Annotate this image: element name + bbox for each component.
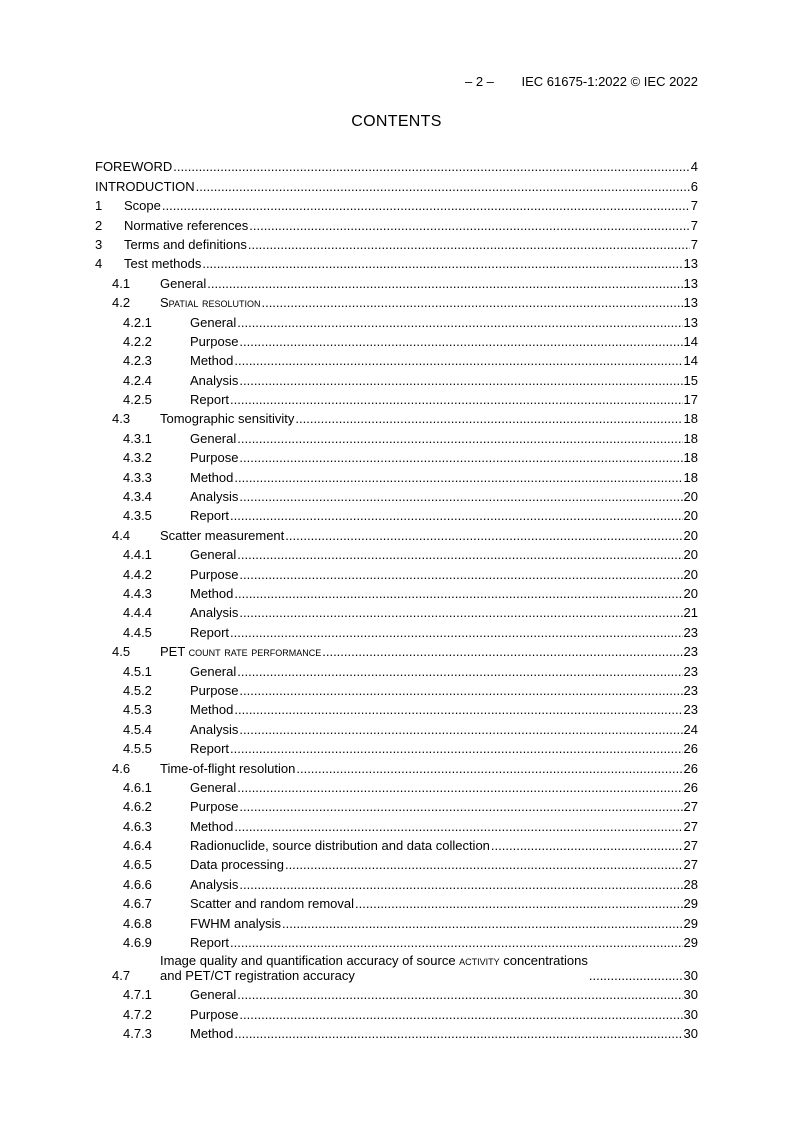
toc-entry[interactable] xyxy=(95,681,698,700)
toc-entry-line xyxy=(190,819,698,834)
dot-leader xyxy=(355,896,683,911)
toc-entry-number: 4.4.5 xyxy=(123,624,152,640)
toc-entry-number: 4 xyxy=(95,256,103,272)
toc-entry-title[interactable]: Purpose xyxy=(190,1006,239,1022)
toc-entry-line xyxy=(124,256,698,271)
dot-leader xyxy=(173,159,689,174)
toc-entry-number: 4.6.1 xyxy=(123,779,152,795)
toc-entry-page-number: 23 xyxy=(683,702,698,718)
dot-leader xyxy=(234,1026,682,1041)
toc-entry-line xyxy=(190,741,698,756)
toc-entry[interactable] xyxy=(95,351,698,370)
toc-entry-number: 4.5.2 xyxy=(123,682,152,698)
toc-entry-line xyxy=(190,431,698,446)
dot-leader xyxy=(261,295,682,310)
toc-entry[interactable] xyxy=(95,894,698,913)
toc-entry[interactable] xyxy=(95,409,698,428)
toc-entry-page-number: 14 xyxy=(683,353,698,369)
toc-entry-page-number: 20 xyxy=(683,527,698,543)
toc-entry-number: 4.5 xyxy=(112,644,131,660)
toc-entry-page-number: 13 xyxy=(683,295,698,311)
toc-entry-number: 4.5.1 xyxy=(123,663,152,679)
toc-entry-line xyxy=(190,987,698,1002)
toc-entry-line xyxy=(124,218,698,233)
dot-leader xyxy=(234,819,682,834)
toc-entry[interactable] xyxy=(95,487,698,506)
toc-entry-title[interactable]: General xyxy=(190,547,237,563)
toc-entry-line xyxy=(190,547,698,562)
toc-entry-number: 4.2.3 xyxy=(123,353,152,369)
toc-entry[interactable] xyxy=(95,390,698,409)
toc-entry[interactable] xyxy=(95,293,698,312)
toc-entry-title[interactable]: Purpose xyxy=(190,333,239,349)
toc-entry-title[interactable]: Purpose xyxy=(190,799,239,815)
toc-entry-line xyxy=(190,838,698,853)
toc-entry-page-number: 30 xyxy=(683,987,698,1003)
dot-leader xyxy=(239,1007,682,1022)
dot-leader xyxy=(285,528,682,543)
dot-leader xyxy=(234,586,682,601)
toc-entry-page-number: 7 xyxy=(690,236,698,252)
toc-entry-page-number: 13 xyxy=(683,314,698,330)
toc-entry-number: 4.2.5 xyxy=(123,392,152,408)
toc-entry-number: 4.4.1 xyxy=(123,547,152,563)
toc-entry-page-number: 20 xyxy=(683,585,698,601)
dot-leader xyxy=(239,489,682,504)
dot-leader xyxy=(230,935,683,950)
toc-entry-line xyxy=(190,315,698,330)
toc-entry[interactable] xyxy=(95,1024,698,1043)
toc-entry-title[interactable]: Method xyxy=(190,1026,234,1042)
toc-entry-page-number: 20 xyxy=(683,508,698,524)
toc-entry-page-number: 26 xyxy=(683,779,698,795)
toc-entry-page-number: 7 xyxy=(690,217,698,233)
dot-leader xyxy=(282,916,683,931)
toc-entry-title[interactable]: Report xyxy=(190,741,230,757)
toc-entry-line xyxy=(190,877,698,892)
toc-entry[interactable] xyxy=(95,603,698,622)
dot-leader xyxy=(230,392,683,407)
toc-entry-title[interactable]: Normative references xyxy=(124,217,249,233)
toc-entry[interactable] xyxy=(95,448,698,467)
toc-entry[interactable] xyxy=(95,1004,698,1023)
toc-entry-number: 4.2 xyxy=(112,295,131,311)
dot-leader xyxy=(237,431,682,446)
toc-entry[interactable] xyxy=(95,196,698,215)
dot-leader xyxy=(285,857,683,872)
toc-entry-title[interactable]: Scope xyxy=(124,198,161,214)
toc-entry-title[interactable]: Data processing xyxy=(190,857,284,873)
dot-leader xyxy=(296,761,682,776)
toc-entry-page-number: 20 xyxy=(683,489,698,505)
toc-entry-number: 4.2.2 xyxy=(123,333,152,349)
toc-entry-line xyxy=(95,159,698,174)
toc-entry-number: 4.6.7 xyxy=(123,896,152,912)
toc-entry-title[interactable]: PET count rate performance xyxy=(160,644,322,660)
dot-leader xyxy=(491,838,683,853)
toc-entry-page-number: 29 xyxy=(683,915,698,931)
toc-entry-page-number: 26 xyxy=(683,760,698,776)
toc-entry-number: 1 xyxy=(95,198,103,214)
dot-leader xyxy=(239,334,682,349)
dot-leader xyxy=(239,450,682,465)
toc-entry-title[interactable]: Purpose xyxy=(190,566,239,582)
dot-leader xyxy=(239,567,682,582)
dot-leader xyxy=(237,780,682,795)
dot-leader xyxy=(207,276,682,291)
toc-entry[interactable] xyxy=(95,176,698,195)
toc-entry-number: 4.6.8 xyxy=(123,915,152,931)
toc-entry-number: 4.3.1 xyxy=(123,430,152,446)
toc-entry-number: 2 xyxy=(95,217,103,233)
toc-entry-title[interactable]: Terms and definitions xyxy=(124,236,247,252)
toc-entry-title[interactable]: Method xyxy=(190,469,234,485)
toc-entry-number: 4.3.2 xyxy=(123,450,152,466)
dot-leader xyxy=(237,664,682,679)
toc-entry-title[interactable]: Method xyxy=(190,818,234,834)
toc-entry-page-number: 14 xyxy=(683,333,698,349)
dot-leader xyxy=(234,702,682,717)
toc-entry-line xyxy=(124,198,698,213)
toc-entry-page-number: 23 xyxy=(683,663,698,679)
contents-title: CONTENTS xyxy=(351,113,442,130)
toc-entry-line xyxy=(190,1026,698,1041)
toc-entry-page-number: 27 xyxy=(683,838,698,854)
toc-entry-title[interactable]: General xyxy=(190,779,237,795)
toc-entry-line xyxy=(190,1007,698,1022)
page-number: – 2 – xyxy=(465,74,494,89)
toc-entry-page-number: 26 xyxy=(683,741,698,757)
toc-entry-line xyxy=(190,625,698,640)
dot-leader xyxy=(239,799,682,814)
toc-entry-title[interactable]: INTRODUCTION xyxy=(95,178,195,194)
toc-entry-page-number: 23 xyxy=(683,682,698,698)
toc-entry-number: 3 xyxy=(95,236,103,252)
dot-leader xyxy=(248,237,690,252)
toc-entry-title[interactable]: Report xyxy=(190,935,230,951)
toc-entry-title[interactable]: Analysis xyxy=(190,605,239,621)
toc-entry[interactable] xyxy=(95,370,698,389)
toc-entry-page-number: 27 xyxy=(683,857,698,873)
toc-entry-line xyxy=(190,450,698,465)
toc-entry-page-number: 20 xyxy=(683,566,698,582)
toc-entry-line xyxy=(190,857,698,872)
toc-entry-title[interactable]: Image quality and quantification accuracy of source activity concentrations and PET/CT registration accuracy xyxy=(160,953,588,984)
toc-entry[interactable] xyxy=(95,545,698,564)
toc-entry-page-number: 20 xyxy=(683,547,698,563)
toc-entry-number: 4.6.2 xyxy=(123,799,152,815)
dot-leader xyxy=(249,218,689,233)
toc-entry[interactable] xyxy=(95,816,698,835)
toc-entry-page-number: 29 xyxy=(683,896,698,912)
toc-entry-number: 4.2.1 xyxy=(123,314,152,330)
toc-entry-page-number: 28 xyxy=(683,876,698,892)
dot-leader xyxy=(589,968,683,983)
toc-entry-number: 4.3.3 xyxy=(123,469,152,485)
toc-entry-line xyxy=(190,508,698,523)
toc-entry-page-number: 23 xyxy=(683,644,698,660)
toc-entry-number: 4.2.4 xyxy=(123,372,152,388)
toc-entry[interactable] xyxy=(95,215,698,234)
toc-entry-page-number: 15 xyxy=(683,372,698,388)
toc-entry-line xyxy=(190,392,698,407)
toc-entry-page-number: 23 xyxy=(683,624,698,640)
toc-entry-number: 4.4.2 xyxy=(123,566,152,582)
toc-entry[interactable] xyxy=(95,700,698,719)
toc-entry-title[interactable]: FOREWORD xyxy=(95,159,173,175)
toc-entry-number: 4.1 xyxy=(112,275,131,291)
toc-entry-number: 4.6.4 xyxy=(123,838,152,854)
toc-entry-title[interactable]: Method xyxy=(190,702,234,718)
toc-entry-title[interactable]: Purpose xyxy=(190,450,239,466)
toc-entry-line xyxy=(190,567,698,582)
toc-entry-page-number: 18 xyxy=(683,430,698,446)
toc-entry-line xyxy=(190,334,698,349)
table-of-contents xyxy=(95,157,698,1043)
toc-entry-page-number: 29 xyxy=(683,935,698,951)
toc-entry[interactable] xyxy=(95,312,698,331)
toc-entry-page-number: 27 xyxy=(683,799,698,815)
toc-entry-line xyxy=(190,664,698,679)
toc-entry[interactable] xyxy=(95,933,698,952)
toc-entry[interactable] xyxy=(95,332,698,351)
toc-entry[interactable] xyxy=(95,797,698,816)
toc-entry-page-number: 30 xyxy=(683,968,698,984)
toc-entry-page-number: 4 xyxy=(690,159,698,175)
dot-leader xyxy=(234,470,682,485)
toc-entry-line xyxy=(190,799,698,814)
dot-leader xyxy=(230,508,683,523)
toc-entry-line xyxy=(190,605,698,620)
toc-entry-number: 4.6 xyxy=(112,760,131,776)
dot-leader xyxy=(239,877,682,892)
toc-entry-number: 4.7 xyxy=(112,968,131,984)
toc-entry-title[interactable]: General xyxy=(190,430,237,446)
toc-entry[interactable] xyxy=(95,874,698,893)
toc-entry-line xyxy=(190,702,698,717)
toc-entry-line xyxy=(190,683,698,698)
toc-entry-page-number: 27 xyxy=(683,818,698,834)
toc-entry[interactable] xyxy=(95,661,698,680)
toc-entry[interactable] xyxy=(95,467,698,486)
toc-entry-page-number: 21 xyxy=(683,605,698,621)
toc-entry-number: 4.7.1 xyxy=(123,987,152,1003)
dot-leader xyxy=(239,605,682,620)
dot-leader xyxy=(239,722,682,737)
page-header xyxy=(95,74,698,92)
toc-entry-line xyxy=(190,935,698,950)
toc-entry-title[interactable]: Report xyxy=(190,392,230,408)
toc-entry-number: 4.3 xyxy=(112,411,131,427)
toc-entry-title[interactable]: Report xyxy=(190,508,230,524)
dot-leader xyxy=(230,625,683,640)
toc-entry-title[interactable]: General xyxy=(190,314,237,330)
toc-entry-title[interactable]: Method xyxy=(190,585,234,601)
toc-entry-title[interactable]: Scatter and random removal xyxy=(190,896,355,912)
toc-entry-page-number: 7 xyxy=(690,198,698,214)
toc-entry[interactable] xyxy=(95,622,698,641)
toc-entry-line xyxy=(190,373,698,388)
toc-entry-title[interactable]: General xyxy=(190,663,237,679)
dot-leader xyxy=(202,256,682,271)
toc-entry-line xyxy=(160,295,698,310)
toc-entry[interactable] xyxy=(95,739,698,758)
toc-entry-line xyxy=(160,276,698,291)
dot-leader xyxy=(234,353,682,368)
toc-entry-line xyxy=(160,411,698,426)
toc-entry-page-number: 13 xyxy=(683,256,698,272)
toc-entry-page-number: 30 xyxy=(683,1026,698,1042)
toc-entry-title[interactable]: General xyxy=(160,275,207,291)
toc-entry-title[interactable]: Tomographic sensitivity xyxy=(160,411,295,427)
toc-entry-page-number: 6 xyxy=(690,178,698,194)
toc-entry-line xyxy=(190,353,698,368)
toc-entry-title[interactable]: Radionuclide, source distribution and data collection xyxy=(190,838,490,854)
toc-entry-number: 4.6.5 xyxy=(123,857,152,873)
toc-entry[interactable] xyxy=(95,855,698,874)
toc-entry-title[interactable]: Analysis xyxy=(190,372,239,388)
toc-entry-line xyxy=(190,586,698,601)
toc-entry-title[interactable]: Spatial resolution xyxy=(160,295,261,311)
toc-entry-title[interactable]: Analysis xyxy=(190,876,239,892)
toc-entry[interactable] xyxy=(95,836,698,855)
toc-entry-line xyxy=(160,953,698,983)
dot-leader xyxy=(237,987,682,1002)
toc-entry-line xyxy=(190,722,698,737)
document-id-copyright: IEC 61675-1:2022 © IEC 2022 xyxy=(521,74,698,89)
toc-entry-page-number: 18 xyxy=(683,450,698,466)
dot-leader xyxy=(322,644,682,659)
toc-entry[interactable] xyxy=(95,642,698,661)
toc-entry[interactable] xyxy=(95,506,698,525)
toc-entry-line xyxy=(95,179,698,194)
toc-entry[interactable] xyxy=(95,235,698,254)
toc-entry-title[interactable]: Purpose xyxy=(190,682,239,698)
toc-entry-page-number: 17 xyxy=(683,392,698,408)
toc-entry-line xyxy=(160,644,698,659)
toc-entry-line xyxy=(160,761,698,776)
toc-entry-number: 4.5.4 xyxy=(123,721,152,737)
toc-entry[interactable] xyxy=(95,778,698,797)
toc-entry-line xyxy=(190,489,698,504)
toc-entry-line xyxy=(190,470,698,485)
toc-entry-number: 4.6.3 xyxy=(123,818,152,834)
toc-entry-number: 4.6.6 xyxy=(123,876,152,892)
toc-entry[interactable] xyxy=(95,564,698,583)
dot-leader xyxy=(237,547,682,562)
toc-entry-line xyxy=(160,528,698,543)
toc-entry-page-number: 24 xyxy=(683,721,698,737)
toc-entry-number: 4.4.3 xyxy=(123,585,152,601)
toc-entry-title[interactable]: General xyxy=(190,987,237,1003)
dot-leader xyxy=(196,179,690,194)
toc-entry-line xyxy=(124,237,698,252)
toc-entry[interactable] xyxy=(95,952,698,985)
toc-entry-number: 4.3.4 xyxy=(123,489,152,505)
toc-entry[interactable] xyxy=(95,758,698,777)
toc-entry-page-number: 18 xyxy=(683,469,698,485)
toc-entry-line xyxy=(190,916,698,931)
toc-entry-line xyxy=(190,896,698,911)
dot-leader xyxy=(239,683,682,698)
dot-leader xyxy=(239,373,682,388)
toc-entry-number: 4.5.3 xyxy=(123,702,152,718)
toc-entry-number: 4.7.2 xyxy=(123,1006,152,1022)
dot-leader xyxy=(295,411,682,426)
toc-entry-page-number: 18 xyxy=(683,411,698,427)
toc-entry-number: 4.3.5 xyxy=(123,508,152,524)
dot-leader xyxy=(230,741,683,756)
toc-entry-page-number: 13 xyxy=(683,275,698,291)
toc-entry-title[interactable]: Analysis xyxy=(190,721,239,737)
dot-leader xyxy=(162,198,690,213)
toc-entry-number: 4.5.5 xyxy=(123,741,152,757)
toc-entry[interactable] xyxy=(95,254,698,273)
toc-entry[interactable] xyxy=(95,157,698,176)
toc-entry-number: 4.7.3 xyxy=(123,1026,152,1042)
toc-entry[interactable] xyxy=(95,584,698,603)
toc-entry-line xyxy=(190,780,698,795)
dot-leader xyxy=(237,315,682,330)
toc-entry[interactable] xyxy=(95,985,698,1004)
toc-entry[interactable] xyxy=(95,273,698,292)
toc-entry-title[interactable]: Method xyxy=(190,353,234,369)
toc-entry[interactable] xyxy=(95,525,698,544)
toc-entry-title[interactable]: Analysis xyxy=(190,489,239,505)
toc-entry-page-number: 30 xyxy=(683,1006,698,1022)
toc-entry-number: 4.6.9 xyxy=(123,935,152,951)
toc-entry[interactable] xyxy=(95,428,698,447)
toc-entry[interactable] xyxy=(95,913,698,932)
toc-entry-number: 4.4.4 xyxy=(123,605,152,621)
toc-entry-title[interactable]: FWHM analysis xyxy=(190,915,282,931)
toc-entry-title[interactable]: Test methods xyxy=(124,256,202,272)
toc-entry-title[interactable]: Time-of-flight resolution xyxy=(160,760,296,776)
toc-entry[interactable] xyxy=(95,719,698,738)
toc-entry-title[interactable]: Scatter measurement xyxy=(160,527,285,543)
toc-entry-title[interactable]: Report xyxy=(190,624,230,640)
toc-entry-number: 4.4 xyxy=(112,527,131,543)
